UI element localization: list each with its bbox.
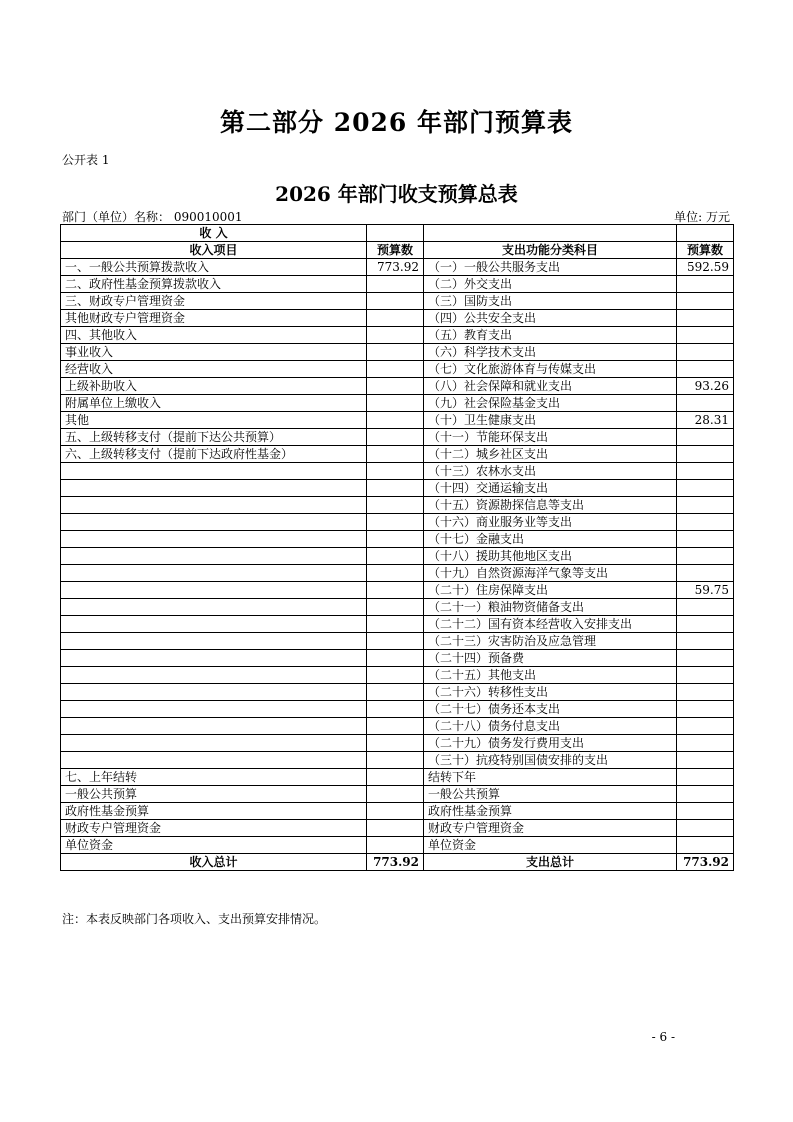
income-amount-cell (367, 616, 424, 633)
expense-amount-cell (677, 531, 734, 548)
income-item-cell (61, 599, 367, 616)
budget-table (60, 224, 734, 871)
income-amount-cell (367, 650, 424, 667)
income-amount-cell (367, 718, 424, 735)
table-row (61, 395, 734, 412)
table-row (61, 718, 734, 735)
expense-item-cell: 政府性基金预算 (424, 803, 677, 820)
table-row (61, 412, 734, 429)
income-amount-cell (367, 514, 424, 531)
expense-amount-cell (677, 837, 734, 854)
income-amount-cell (367, 820, 424, 837)
expense-item-cell: （十二）城乡社区支出 (424, 446, 677, 463)
income-item-cell: 其他财政专户管理资金 (61, 310, 367, 327)
table-row (61, 463, 734, 480)
expense-amount-cell: 592.59 (677, 259, 734, 276)
expense-item-cell: （十三）农林水支出 (424, 463, 677, 480)
table-row (61, 497, 734, 514)
table-row (61, 786, 734, 803)
table-row (61, 548, 734, 565)
income-item-cell (61, 531, 367, 548)
income-item-cell: 单位资金 (61, 837, 367, 854)
expense-amount-cell (677, 514, 734, 531)
income-amount-cell (367, 480, 424, 497)
expense-item-cell: （二十四）预备费 (424, 650, 677, 667)
income-item-cell: 上级补助收入 (61, 378, 367, 395)
income-item-cell (61, 752, 367, 769)
expense-amount-cell (677, 769, 734, 786)
empty-cell (677, 225, 734, 242)
table-column-header-row (61, 242, 734, 259)
table-title: 2026 年部门收支预算总表 (275, 182, 518, 206)
income-item-cell: 财政专户管理资金 (61, 820, 367, 837)
table-row (61, 650, 734, 667)
table-group-header-row (61, 225, 734, 242)
income-amount-cell (367, 344, 424, 361)
expense-amount-cell (677, 429, 734, 446)
table-row (61, 378, 734, 395)
income-amount-cell (367, 497, 424, 514)
income-amount-cell (367, 667, 424, 684)
table-row (61, 616, 734, 633)
expense-item-cell: （二十九）债务发行费用支出 (424, 735, 677, 752)
expense-amount-cell: 59.75 (677, 582, 734, 599)
expense-amount-cell (677, 463, 734, 480)
table-row (61, 344, 734, 361)
expense-total-value: 773.92 (677, 854, 734, 871)
expense-amount-cell (677, 735, 734, 752)
expense-item-cell: （二）外交支出 (424, 276, 677, 293)
expense-item-header: 支出功能分类科目 (424, 242, 677, 259)
totals-row (61, 854, 734, 871)
expense-item-cell: （二十二）国有资本经营收入安排支出 (424, 616, 677, 633)
expense-item-cell: （七）文化旅游体育与传媒支出 (424, 361, 677, 378)
expense-item-cell: 结转下年 (424, 769, 677, 786)
income-amount-cell (367, 633, 424, 650)
table-row (61, 667, 734, 684)
expense-item-cell: （二十七）债务还本支出 (424, 701, 677, 718)
table-row (61, 837, 734, 854)
income-amount-cell (367, 276, 424, 293)
table-row (61, 259, 734, 276)
income-item-cell (61, 497, 367, 514)
income-amount-cell (367, 837, 424, 854)
table-row (61, 276, 734, 293)
income-amount-cell (367, 548, 424, 565)
expense-amount-cell (677, 820, 734, 837)
income-amount-cell (367, 293, 424, 310)
expense-item-cell: （三十）抗疫特别国债安排的支出 (424, 752, 677, 769)
table-row (61, 446, 734, 463)
income-item-cell (61, 701, 367, 718)
expense-amount-cell (677, 327, 734, 344)
expense-amount-header: 预算数 (677, 242, 734, 259)
table-row (61, 480, 734, 497)
expense-amount-cell (677, 395, 734, 412)
table-row (61, 769, 734, 786)
income-amount-header: 预算数 (367, 242, 424, 259)
expense-item-cell: （十）卫生健康支出 (424, 412, 677, 429)
income-amount-cell (367, 361, 424, 378)
expense-amount-cell (677, 633, 734, 650)
income-total-value: 773.92 (367, 854, 424, 871)
expense-item-cell: （一）一般公共服务支出 (424, 259, 677, 276)
expense-item-cell: 一般公共预算 (424, 786, 677, 803)
income-amount-cell (367, 786, 424, 803)
expense-amount-cell (677, 480, 734, 497)
income-amount-cell (367, 429, 424, 446)
table-row (61, 701, 734, 718)
income-total-label: 收入总计 (61, 854, 367, 871)
income-amount-cell (367, 378, 424, 395)
expense-item-cell: （二十）住房保障支出 (424, 582, 677, 599)
table-row (61, 684, 734, 701)
expense-amount-cell (677, 616, 734, 633)
table-row (61, 633, 734, 650)
expense-item-cell: （十四）交通运输支出 (424, 480, 677, 497)
public-table-label: 公开表 1 (62, 153, 110, 167)
income-amount-cell (367, 531, 424, 548)
expense-item-cell: （二十五）其他支出 (424, 667, 677, 684)
unit-line: 单位: 万元 (674, 210, 730, 224)
income-amount-cell (367, 769, 424, 786)
expense-amount-cell (677, 497, 734, 514)
expense-amount-cell (677, 650, 734, 667)
income-item-cell (61, 548, 367, 565)
income-item-cell: 三、财政专户管理资金 (61, 293, 367, 310)
table-row (61, 293, 734, 310)
expense-amount-cell (677, 361, 734, 378)
income-amount-cell (367, 803, 424, 820)
income-item-cell (61, 684, 367, 701)
expense-amount-cell (677, 701, 734, 718)
expense-total-label: 支出总计 (424, 854, 677, 871)
table-row (61, 752, 734, 769)
expense-amount-cell (677, 276, 734, 293)
expense-amount-cell (677, 446, 734, 463)
table-row (61, 735, 734, 752)
income-amount-cell (367, 412, 424, 429)
expense-amount-cell (677, 293, 734, 310)
table-row (61, 565, 734, 582)
income-amount-cell (367, 582, 424, 599)
table-row (61, 531, 734, 548)
income-item-cell (61, 667, 367, 684)
income-item-cell: 事业收入 (61, 344, 367, 361)
table-note: 注：本表反映部门各项收入、支出预算安排情况。 (62, 912, 327, 926)
expense-item-cell: （十五）资源勘探信息等支出 (424, 497, 677, 514)
table-row (61, 820, 734, 837)
income-amount-cell (367, 735, 424, 752)
empty-cell (424, 225, 677, 242)
expense-item-cell: （十八）援助其他地区支出 (424, 548, 677, 565)
part-title: 第二部分 2026 年部门预算表 (220, 108, 573, 137)
empty-cell (367, 225, 424, 242)
expense-amount-cell (677, 310, 734, 327)
table-row (61, 514, 734, 531)
income-amount-cell (367, 752, 424, 769)
table-row (61, 429, 734, 446)
expense-item-cell: 财政专户管理资金 (424, 820, 677, 837)
income-item-cell: 附属单位上缴收入 (61, 395, 367, 412)
income-item-cell (61, 565, 367, 582)
page-number: - 6 - (651, 1030, 675, 1044)
income-item-cell (61, 480, 367, 497)
income-item-cell: 一般公共预算 (61, 786, 367, 803)
income-item-cell (61, 735, 367, 752)
table-row (61, 327, 734, 344)
expense-amount-cell (677, 565, 734, 582)
income-amount-cell (367, 463, 424, 480)
income-item-cell (61, 650, 367, 667)
expense-amount-cell (677, 718, 734, 735)
expense-item-cell: （九）社会保险基金支出 (424, 395, 677, 412)
expense-item-cell: （二十八）债务付息支出 (424, 718, 677, 735)
income-item-header: 收入项目 (61, 242, 367, 259)
expense-amount-cell: 93.26 (677, 378, 734, 395)
income-amount-cell (367, 395, 424, 412)
income-item-cell (61, 616, 367, 633)
income-item-cell (61, 463, 367, 480)
income-item-cell (61, 582, 367, 599)
income-group-header: 收 入 (61, 225, 367, 242)
expense-item-cell: （十九）自然资源海洋气象等支出 (424, 565, 677, 582)
expense-item-cell: （十六）商业服务业等支出 (424, 514, 677, 531)
income-item-cell: 五、上级转移支付（提前下达公共预算） (61, 429, 367, 446)
table-row (61, 803, 734, 820)
income-item-cell: 其他 (61, 412, 367, 429)
expense-item-cell: （二十一）粮油物资储备支出 (424, 599, 677, 616)
expense-item-cell: （四）公共安全支出 (424, 310, 677, 327)
expense-amount-cell: 28.31 (677, 412, 734, 429)
table-row (61, 599, 734, 616)
income-item-cell (61, 633, 367, 650)
income-item-cell: 政府性基金预算 (61, 803, 367, 820)
expense-item-cell: 单位资金 (424, 837, 677, 854)
expense-item-cell: （十一）节能环保支出 (424, 429, 677, 446)
expense-item-cell: （五）教育支出 (424, 327, 677, 344)
expense-amount-cell (677, 786, 734, 803)
expense-amount-cell (677, 684, 734, 701)
income-amount-cell (367, 310, 424, 327)
expense-amount-cell (677, 803, 734, 820)
income-item-cell: 六、上级转移支付（提前下达政府性基金） (61, 446, 367, 463)
income-item-cell: 二、政府性基金预算拨款收入 (61, 276, 367, 293)
expense-amount-cell (677, 548, 734, 565)
table-row (61, 310, 734, 327)
income-amount-cell (367, 684, 424, 701)
table-row (61, 361, 734, 378)
income-item-cell (61, 718, 367, 735)
income-amount-cell (367, 599, 424, 616)
income-item-cell: 一、一般公共预算拨款收入 (61, 259, 367, 276)
income-amount-cell: 773.92 (367, 259, 424, 276)
expense-item-cell: （二十六）转移性支出 (424, 684, 677, 701)
income-item-cell: 四、其他收入 (61, 327, 367, 344)
expense-amount-cell (677, 752, 734, 769)
department-name-line: 部门（单位）名称： 090010001 (62, 210, 243, 224)
expense-amount-cell (677, 667, 734, 684)
expense-item-cell: （三）国防支出 (424, 293, 677, 310)
expense-amount-cell (677, 344, 734, 361)
income-amount-cell (367, 701, 424, 718)
expense-amount-cell (677, 599, 734, 616)
income-amount-cell (367, 327, 424, 344)
income-item-cell: 经营收入 (61, 361, 367, 378)
expense-item-cell: （十七）金融支出 (424, 531, 677, 548)
income-amount-cell (367, 565, 424, 582)
income-amount-cell (367, 446, 424, 463)
expense-item-cell: （六）科学技术支出 (424, 344, 677, 361)
income-item-cell (61, 514, 367, 531)
expense-item-cell: （八）社会保障和就业支出 (424, 378, 677, 395)
expense-item-cell: （二十三）灾害防治及应急管理 (424, 633, 677, 650)
table-row (61, 582, 734, 599)
income-item-cell: 七、上年结转 (61, 769, 367, 786)
